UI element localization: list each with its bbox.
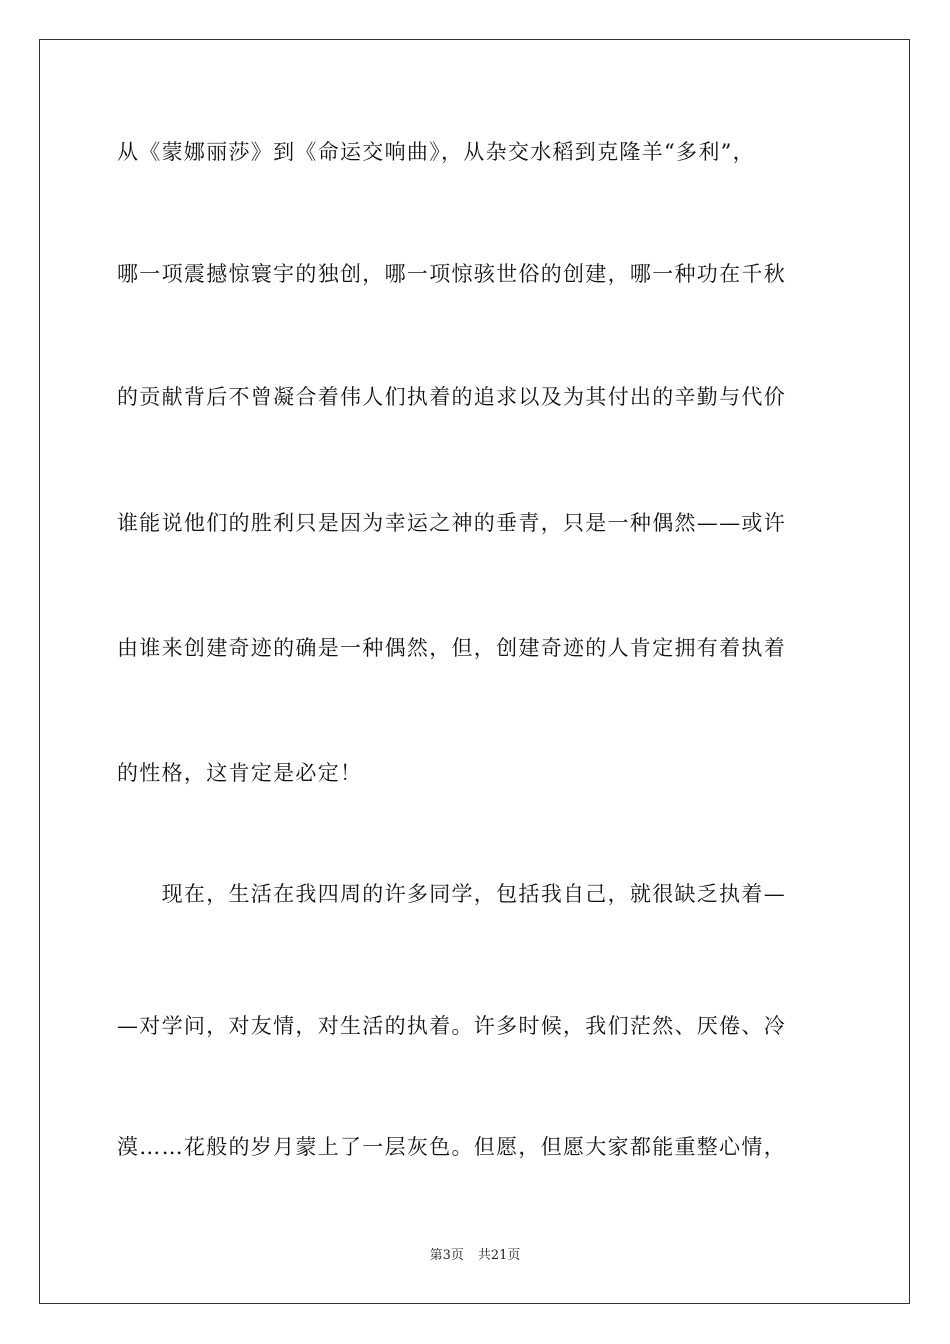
text-line-8: —对学问，对友情，对生活的执着。许多时候，我们茫然、厌倦、冷 [117,1014,786,1038]
text-line-5: 由谁来创建奇迹的确是一种偶然，但，创建奇迹的人肯定拥有着执着 [117,636,786,660]
text-line-1: 从《蒙娜丽莎》到《命运交响曲》，从杂交水稻到克隆羊“多利”， [117,140,755,164]
page-number: 第3页 [429,1248,464,1263]
page-border [39,39,910,1304]
text-line-4: 谁能说他们的胜利只是因为幸运之神的垂青，只是一种偶然——或许 [117,511,786,535]
page-footer [0,1248,950,1264]
text-line-6: 的性格，这肯定是必定！ [117,761,363,785]
total-pages: 共21页 [477,1248,521,1263]
text-line-3: 的贡献背后不曾凝合着伟人们执着的追求以及为其付出的辛勤与代价 [117,385,786,409]
text-line-9: 漠……花般的岁月蒙上了一层灰色。但愿，但愿大家都能重整心情， [117,1135,786,1159]
text-line-7: 现在，生活在我四周的许多同学，包括我自己，就很缺乏执着— [117,882,786,906]
text-line-2: 哪一项震撼惊寰宇的独创，哪一项惊骇世俗的创建，哪一种功在千秋 [117,262,786,286]
